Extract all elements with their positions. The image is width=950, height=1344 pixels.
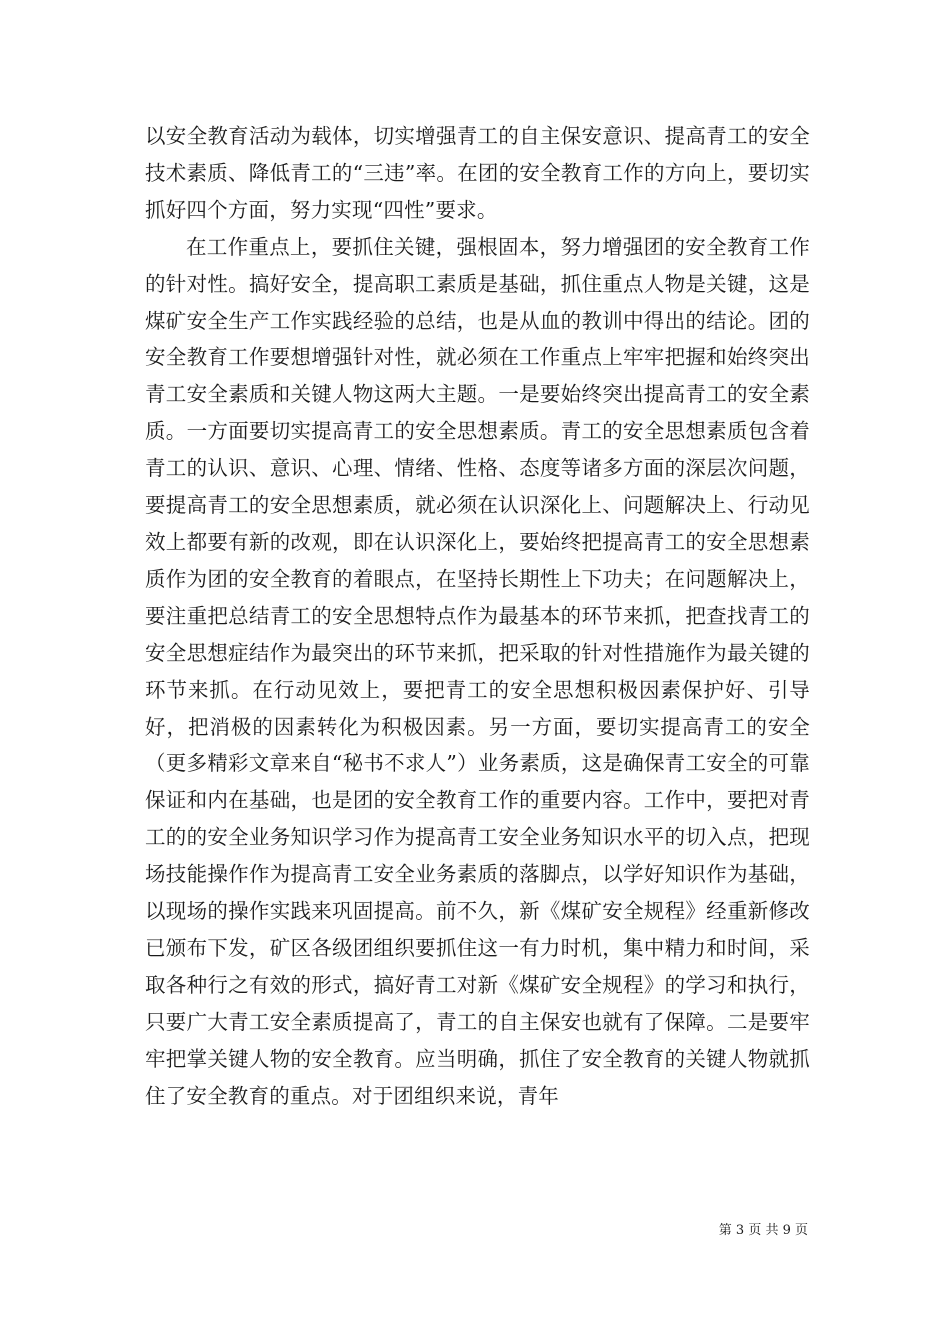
page-number-footer: 第 3 页 共 9 页	[718, 1223, 808, 1238]
paragraph-continued: 以安全教育活动为载体，切实增强青工的自主保安意识、提高青工的安全技术素质、降低青工的“三违”率。在团的安全教育工作的方向上，要切实抓好四个方面，努力实现“四性”要求。	[145, 124, 810, 222]
document-body	[145, 118, 810, 1114]
paragraph-work-focus: 在工作重点上，要抓住关键，强根固本，努力增强团的安全教育工作的针对性。搞好安全，提高职工素质是基础，抓住重点人物是关键，这是煤矿安全生产工作实践经验的总结，也是从血的教训中得出的结论。团的安全教育工作要想增强针对性，就必须在工作重点上牢牢把握和始终突出青工安全素质和关键人物这两大主题。一是要始终突出提高青工的安全素质。一方面要切实提高青工的安全思想素质。青工的安全思想素质包含着青工的认识、意识、心理、情绪、性格、态度等诸多方面的深层次问题，要提高青工的安全思想素质，就必须在认识深化上、问题解决上、行动见效上都要有新的改观，即在认识深化上，要始终把提高青工的安全思想素质作为团的安全教育的着眼点，在坚持长期性上下功夫；在问题解决上，要注重把总结青工的安全思想特点作为最基本的环节来抓，把查找青工的安全思想症结作为最突出的环节来抓，把采取的针对性措施作为最关键的环节来抓。在行动见效上，要把青工的安全思想积极因素保护好、引导好，把消极的因素转化为积极因素。另一方面，要切实提高青工的安全（更多精彩文章来自“秘书不求人”）业务素质，这是确保青工安全的可靠保证和内在基础，也是团的安全教育工作的重要内容。工作中，要把对青工的的安全业务知识学习作为提高青工安全业务知识水平的切入点，把现场技能操作作为提高青工安全业务素质的落脚点，以学好知识作为基础，以现场的操作实践来巩固提高。前不久，新《煤矿安全规程》经重新修改已颁布下发，矿区各级团组织要抓住这一有力时机，集中精力和时间，采取各种行之有效的形式，搞好青工对新《煤矿安全规程》的学习和执行，只要广大青工安全素质提高了，青工的自主保安也就有了保障。二是要牢牢把掌关键人物的安全教育。应当明确，抓住了安全教育的关键人物就抓住了安全教育的重点。对于团组织来说，青年	[145, 234, 810, 1108]
